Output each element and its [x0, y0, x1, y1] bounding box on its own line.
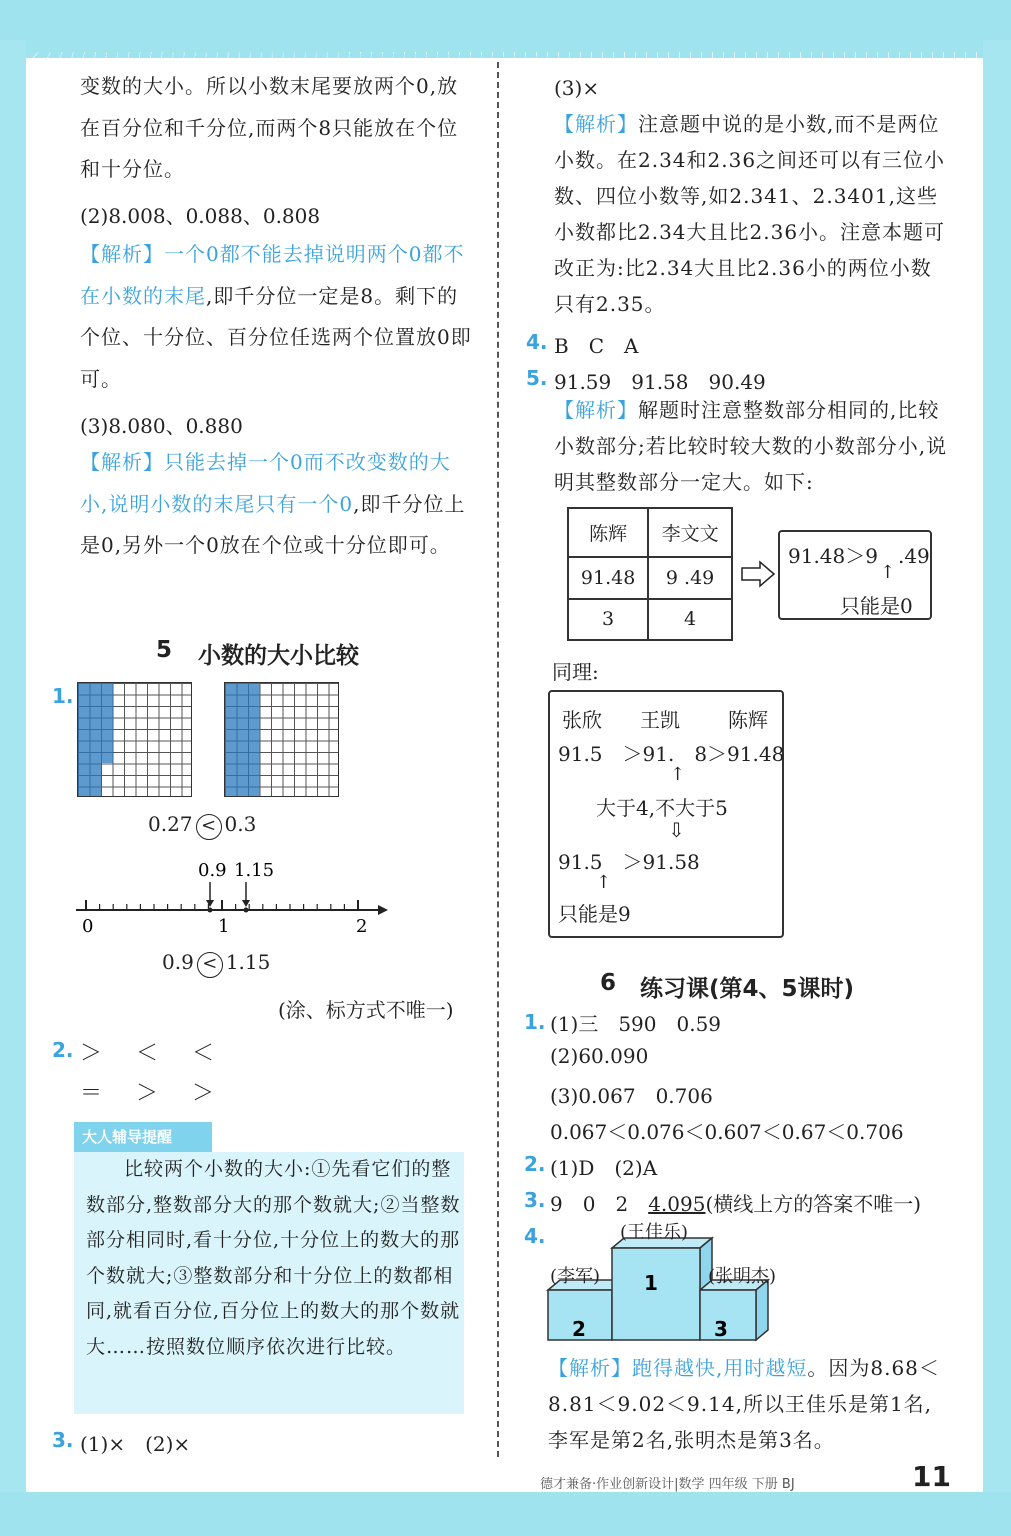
review-3-answer [550, 1188, 921, 1217]
point-0-9 [208, 908, 213, 913]
page-frame-left [0, 40, 26, 1500]
review-3-note: (横线上方的答案不唯一) [705, 1192, 922, 1216]
podium-3-front [700, 1290, 756, 1340]
analysis-review-4 [548, 1350, 948, 1458]
analysis-3-3 [554, 106, 952, 322]
comparison-table [567, 507, 733, 641]
reasoning-box-1 [778, 530, 932, 620]
question-2-row-1: ＞ ＜ ＜ [80, 1041, 221, 1066]
hollow-arrow-right-shape [742, 562, 774, 586]
question-3-answers: (1)× (2)× [80, 1432, 191, 1456]
review-1-part-1: (1)三 590 0.59 [550, 1012, 722, 1036]
analysis-tag: 【解析】 [554, 112, 638, 136]
analysis-tag: 【解析】 [80, 450, 164, 474]
reasoning-box-2-line-1: 91.5 ＞91. 8＞91.48 [558, 742, 785, 766]
point-1-15 [244, 908, 249, 913]
arrowhead [378, 905, 388, 915]
table-cell: 4 [648, 599, 732, 640]
review-1-part-3: (3)0.067 0.706 [550, 1084, 713, 1108]
page-frame-right [983, 40, 1011, 1500]
left-paragraph-1: 变数的大小。所以小数末尾要放两个0,放在百分位和千分位,而两个8只能放在个位和十分位。 [80, 74, 459, 181]
method-note: (涂、标方式不唯一) [278, 998, 454, 1022]
hollow-arrow-right [740, 560, 776, 588]
name-wangkai: 王凯 [640, 708, 680, 732]
pointer-0-9-head [206, 900, 214, 907]
analysis-highlight: 只能去掉一个0而不改变数的大小,说明小数的末尾只有一个0 [80, 450, 451, 516]
hundred-grid-0-3 [224, 682, 339, 797]
name-zhangxin: 张欣 [562, 708, 602, 732]
same-reasoning-label: 同理: [552, 660, 599, 684]
answer-2-3: (3)8.080、0.880 [80, 414, 243, 438]
up-arrow-icon: ↑ [670, 764, 686, 785]
comparison-grid [148, 812, 256, 840]
table-header: 陈辉 [568, 508, 648, 557]
analysis-2-3 [80, 442, 478, 567]
grid-shade-tenths [225, 683, 260, 796]
compare-left: 0.9 [162, 950, 194, 974]
name-chenhui: 陈辉 [728, 708, 768, 732]
podium-2-label: 2 [572, 1317, 586, 1341]
analysis-text: 注意题中说的是小数,而不是两位小数。在2.34和2.36之间还可以有三位小数、四位小数等,如2.341、2.3401,这些小数都比2.34大且比2.36小。注意本题可改正为:比2.34大且比2.36小的两位小数只有2.35。 [554, 112, 946, 316]
section-5-title: 小数的大小比较 [198, 643, 359, 669]
tip-title: 大人辅导提醒 [74, 1122, 212, 1152]
podium-name-first: (王佳乐) [620, 1222, 689, 1243]
podium-3-side [756, 1280, 768, 1340]
analysis-text: ,即千分位上是0,另外一个0放在个位或十分位即可。 [80, 491, 466, 557]
section-6-title: 练习课(第4、5课时) [640, 976, 855, 1002]
reasoning-box-1-line-1: 91.48＞9 .49 [788, 544, 930, 568]
answer-2-2: (2)8.008、0.088、0.808 [80, 204, 321, 228]
question-5-number: 5. [526, 366, 548, 390]
review-3-digits: 9 0 2 [550, 1192, 649, 1216]
number-line [70, 850, 400, 940]
question-4-answer: B C A [554, 334, 639, 358]
section-6-number: 6 [600, 970, 617, 996]
page-number: 11 [912, 1460, 951, 1493]
question-2-row-2: ＝ ＞ ＞ [80, 1081, 221, 1106]
grid-shade-tenths [78, 683, 101, 796]
question-4-number: 4. [526, 330, 548, 354]
reasoning-box-2-line-2: 大于4,不大于5 [596, 796, 728, 820]
page-frame-bottom [0, 1492, 1011, 1536]
analysis-text: 解题时注意整数部分相同的,比较小数部分;若比较时较大数的小数部分小,说明其整数部分一定大。如下: [554, 398, 948, 494]
table-cell: 9 .49 [648, 557, 732, 598]
column-divider [497, 62, 499, 1457]
reasoning-box-2-line-3: 91.5 ＞91.58 [558, 850, 700, 874]
page-frame-top [0, 0, 1011, 52]
analysis-tag: 【解析】 [548, 1356, 632, 1380]
up-arrow-icon: ↑ [596, 872, 612, 893]
label-1-15: 1.15 [234, 860, 275, 881]
question-5-answer: 91.59 91.58 90.49 [554, 370, 766, 394]
analysis-5 [554, 392, 952, 500]
analysis-tag: 【解析】 [554, 398, 638, 422]
number-line-ticks [86, 900, 358, 910]
compare-sign: < [196, 814, 222, 840]
tick-label-2: 2 [356, 916, 368, 937]
table-cell: 91.48 [568, 557, 648, 598]
podium-name-second: (李军) [550, 1266, 601, 1287]
analysis-text: ,即千分位一定是8。剩下的个位、十分位、百分位任选两个位置放0即可。 [80, 283, 472, 391]
review-1-order: 0.067＜0.076＜0.607＜0.67＜0.706 [550, 1120, 904, 1144]
reasoning-box-1-line-2: 只能是0 [840, 594, 913, 618]
reasoning-box-2-line-4: 只能是9 [558, 902, 631, 926]
analysis-text: 。因为8.68＜8.81＜9.02＜9.14,所以王佳乐是第1名,李军是第2名,张明杰是第3名。 [548, 1356, 940, 1452]
answer-3-3: (3)× [554, 76, 600, 100]
review-3-underlined: 4.095 [648, 1192, 706, 1216]
section-5-number: 5 [156, 637, 173, 663]
analysis-highlight: 跑得越快,用时越短 [632, 1356, 808, 1380]
grid-shade-hundredths [101, 683, 113, 763]
review-3-number: 3. [524, 1188, 546, 1212]
podium-1-label: 1 [644, 1271, 658, 1295]
analysis-2-2 [80, 234, 478, 400]
question-2-number: 2. [52, 1038, 74, 1062]
compare-sign: < [197, 952, 223, 978]
up-arrow-icon: ↑ [880, 562, 896, 583]
analysis-tag: 【解析】 [80, 242, 164, 266]
review-2-number: 2. [524, 1152, 546, 1176]
tick-label-0: 0 [82, 916, 94, 937]
hollow-down-arrow-icon: ⇩ [668, 818, 685, 842]
label-0-9: 0.9 [198, 860, 227, 881]
review-1-number: 1. [524, 1010, 546, 1034]
comparison-number-line [162, 950, 270, 978]
review-1-part-2: (2)60.090 [550, 1044, 649, 1068]
review-2-answer: (1)D (2)A [550, 1156, 658, 1180]
question-1-number: 1. [52, 684, 74, 708]
podium-3-label: 3 [714, 1317, 728, 1341]
footer-series-title: 德才兼备·作业创新设计|数学 四年级 下册 BJ [540, 1477, 795, 1492]
podium-name-third: (张明杰) [708, 1266, 777, 1287]
hundred-grid-0-27 [77, 682, 192, 797]
compare-left: 0.27 [148, 812, 193, 836]
compare-right: 1.15 [225, 950, 271, 974]
analysis-highlight: 一个0都不能去掉说明两个0都不在小数的末尾 [80, 242, 465, 308]
tip-text: 比较两个小数的大小:①先看它们的整数部分,整数部分大的那个数就大;②当整数部分相同时,看十分位,十分位上的数大的那个数就大;③整数部分和十分位上的数都相同,就看百分位,百分位上的数大的那个数就大……按照数位顺序依次进行比较。 [86, 1158, 461, 1358]
compare-right: 0.3 [224, 812, 257, 836]
review-4-number: 4. [524, 1224, 546, 1248]
reasoning-box-2 [548, 690, 784, 938]
table-cell: 3 [568, 599, 648, 640]
table-header: 李文文 [648, 508, 732, 557]
tick-label-1: 1 [218, 916, 230, 937]
question-3-number: 3. [52, 1428, 74, 1452]
